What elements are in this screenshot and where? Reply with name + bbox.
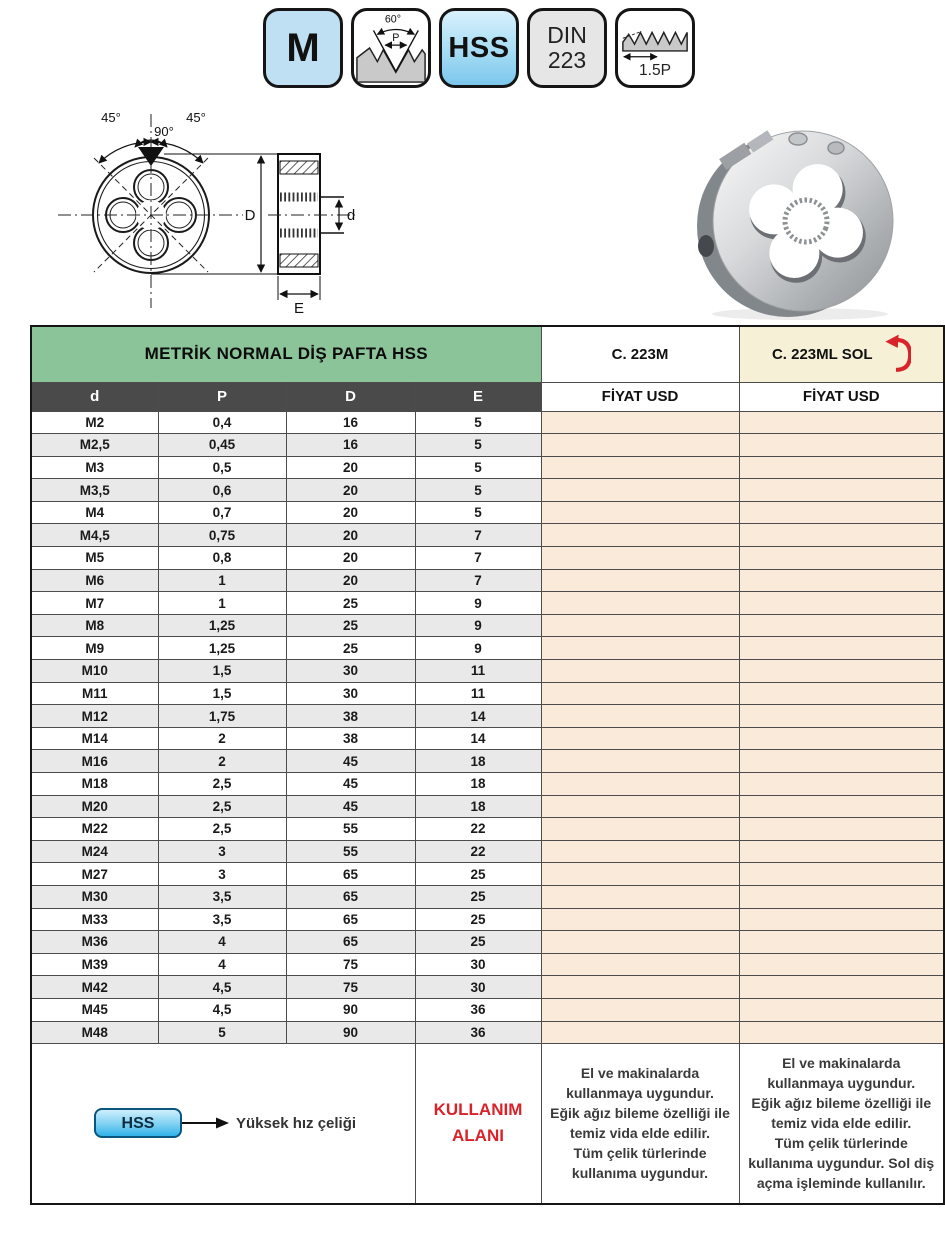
cell-d: M3,5 (31, 479, 158, 502)
cell-D: 20 (286, 501, 415, 524)
cell-D: 20 (286, 456, 415, 479)
cell-price-left-hand (739, 773, 944, 796)
cell-price-right-hand (541, 411, 739, 434)
cell-price-left-hand (739, 1021, 944, 1044)
product-code-right-hand: C. 223M (541, 326, 739, 382)
cell-price-left-hand (739, 479, 944, 502)
cell-D: 45 (286, 750, 415, 773)
cell-price-right-hand (541, 660, 739, 683)
product-code-left-hand (739, 326, 944, 382)
cell-P: 0,8 (158, 547, 286, 570)
table-row (31, 569, 944, 592)
cell-d: M6 (31, 569, 158, 592)
spec-badge-row (263, 8, 695, 88)
cell-D: 16 (286, 411, 415, 434)
technical-drawing (28, 100, 363, 318)
table-row (31, 660, 944, 683)
spec-table-body (31, 411, 944, 1044)
cell-D: 90 (286, 1021, 415, 1044)
col-header-D: D (286, 382, 415, 411)
cell-price-left-hand (739, 434, 944, 457)
cell-d: M42 (31, 976, 158, 999)
cell-price-left-hand (739, 795, 944, 818)
cell-d: M30 (31, 885, 158, 908)
usage-right-hand-text: El ve makinalarda kullanmaya uygundur. Eğik ağız bileme özelliği ile temiz vida elde edilir. Tüm çelik türlerinde kullanıma uygundur. (541, 1044, 739, 1204)
cell-price-right-hand (541, 682, 739, 705)
cell-E: 7 (415, 547, 541, 570)
usage-area-label: KULLANIM ALANI (415, 1044, 541, 1204)
cell-price-left-hand (739, 863, 944, 886)
table-row (31, 976, 944, 999)
cell-price-right-hand (541, 998, 739, 1021)
price-header-left-hand: FİYAT USD (739, 382, 944, 411)
product-photo (660, 126, 935, 321)
cell-d: M2,5 (31, 434, 158, 457)
table-footer-row (31, 1044, 944, 1204)
cell-price-left-hand (739, 569, 944, 592)
cell-P: 2,5 (158, 773, 286, 796)
cell-price-left-hand (739, 660, 944, 683)
standard-line2: 223 (547, 47, 587, 73)
cell-price-left-hand (739, 614, 944, 637)
cell-P: 4 (158, 931, 286, 954)
cell-P: 2,5 (158, 795, 286, 818)
cell-D: 65 (286, 931, 415, 954)
cell-price-left-hand (739, 705, 944, 728)
legend-cell (31, 1044, 415, 1204)
cell-P: 0,75 (158, 524, 286, 547)
column-header-row (31, 382, 944, 411)
cell-price-right-hand (541, 750, 739, 773)
cell-E: 11 (415, 660, 541, 683)
cell-P: 3 (158, 840, 286, 863)
cell-P: 2,5 (158, 818, 286, 841)
cell-D: 75 (286, 976, 415, 999)
standard-label (547, 23, 587, 73)
cell-price-left-hand (739, 592, 944, 615)
chamfer-icon (618, 11, 692, 85)
cell-d: M8 (31, 614, 158, 637)
table-row (31, 863, 944, 886)
cell-d: M45 (31, 998, 158, 1021)
cell-P: 1,25 (158, 614, 286, 637)
cell-P: 0,5 (158, 456, 286, 479)
cell-D: 25 (286, 614, 415, 637)
table-row (31, 908, 944, 931)
cell-price-right-hand (541, 547, 739, 570)
cell-P: 4,5 (158, 998, 286, 1021)
cell-d: M5 (31, 547, 158, 570)
cell-price-left-hand (739, 818, 944, 841)
cell-price-right-hand (541, 773, 739, 796)
table-row (31, 705, 944, 728)
table-row (31, 840, 944, 863)
table-row (31, 637, 944, 660)
cell-D: 20 (286, 547, 415, 570)
cell-E: 9 (415, 592, 541, 615)
cell-P: 0,6 (158, 479, 286, 502)
cell-price-left-hand (739, 998, 944, 1021)
cell-P: 4 (158, 953, 286, 976)
cell-price-right-hand (541, 501, 739, 524)
cell-price-left-hand (739, 682, 944, 705)
table-row (31, 501, 944, 524)
cell-E: 30 (415, 976, 541, 999)
cell-price-right-hand (541, 863, 739, 886)
cell-d: M20 (31, 795, 158, 818)
cell-D: 45 (286, 795, 415, 818)
cell-d: M11 (31, 682, 158, 705)
cell-E: 5 (415, 456, 541, 479)
cell-price-right-hand (541, 931, 739, 954)
angle-left-label: 45° (101, 110, 121, 125)
dim-E-label: E (293, 300, 305, 317)
cell-P: 3,5 (158, 908, 286, 931)
cell-E: 7 (415, 569, 541, 592)
table-row (31, 614, 944, 637)
material-label: HSS (448, 31, 510, 64)
cell-E: 11 (415, 682, 541, 705)
table-title: METRİK NORMAL DİŞ PAFTA HSS (31, 326, 541, 382)
cell-price-right-hand (541, 1021, 739, 1044)
cell-E: 5 (415, 411, 541, 434)
cell-P: 1 (158, 569, 286, 592)
usage-left-hand-text: El ve makinalarda kullanmaya uygundur. Eğik ağız bileme özelliği ile temiz vida elde edilir. Tüm çelik türlerinde kullanıma uygundur. Sol diş açma işleminde kullanılır. (739, 1044, 944, 1204)
col-header-E: E (415, 382, 541, 411)
material-badge (439, 8, 519, 88)
cell-price-right-hand (541, 524, 739, 547)
table-title-row (31, 326, 944, 382)
cell-D: 20 (286, 524, 415, 547)
cell-d: M18 (31, 773, 158, 796)
hss-badge: HSS (94, 1108, 182, 1138)
cell-D: 38 (286, 727, 415, 750)
cell-d: M24 (31, 840, 158, 863)
cell-d: M33 (31, 908, 158, 931)
table-row (31, 885, 944, 908)
cell-d: M10 (31, 660, 158, 683)
cell-price-left-hand (739, 750, 944, 773)
cell-price-right-hand (541, 727, 739, 750)
cell-E: 25 (415, 908, 541, 931)
standard-badge (527, 8, 607, 88)
cell-d: M14 (31, 727, 158, 750)
cell-price-right-hand (541, 885, 739, 908)
table-row (31, 479, 944, 502)
cell-price-left-hand (739, 840, 944, 863)
cell-d: M2 (31, 411, 158, 434)
cell-price-right-hand (541, 953, 739, 976)
cell-price-right-hand (541, 569, 739, 592)
cell-price-right-hand (541, 637, 739, 660)
table-row (31, 1021, 944, 1044)
cell-d: M4 (31, 501, 158, 524)
cell-E: 25 (415, 931, 541, 954)
cell-price-left-hand (739, 931, 944, 954)
cell-P: 3,5 (158, 885, 286, 908)
cell-D: 25 (286, 637, 415, 660)
cell-D: 65 (286, 863, 415, 886)
cell-P: 3 (158, 863, 286, 886)
cell-price-left-hand (739, 547, 944, 570)
col-header-P: P (158, 382, 286, 411)
cell-d: M27 (31, 863, 158, 886)
cell-price-left-hand (739, 976, 944, 999)
cell-d: M22 (31, 818, 158, 841)
table-row (31, 998, 944, 1021)
cell-E: 5 (415, 501, 541, 524)
cell-price-left-hand (739, 953, 944, 976)
cell-E: 14 (415, 727, 541, 750)
cell-E: 22 (415, 840, 541, 863)
price-header-right-hand: FİYAT USD (541, 382, 739, 411)
table-row (31, 750, 944, 773)
cell-d: M16 (31, 750, 158, 773)
cell-price-right-hand (541, 592, 739, 615)
cell-price-left-hand (739, 885, 944, 908)
cell-price-right-hand (541, 614, 739, 637)
cell-d: M4,5 (31, 524, 158, 547)
cell-P: 1,75 (158, 705, 286, 728)
cell-price-right-hand (541, 705, 739, 728)
cell-P: 1,25 (158, 637, 286, 660)
cell-E: 22 (415, 818, 541, 841)
metric-thread-badge (263, 8, 343, 88)
cell-D: 65 (286, 885, 415, 908)
cell-price-left-hand (739, 727, 944, 750)
cell-price-right-hand (541, 434, 739, 457)
cell-D: 30 (286, 682, 415, 705)
angle-right-label: 45° (186, 110, 206, 125)
cell-E: 7 (415, 524, 541, 547)
cell-price-right-hand (541, 908, 739, 931)
table-row (31, 818, 944, 841)
metric-label: M (286, 25, 320, 70)
cell-D: 75 (286, 953, 415, 976)
spec-table (30, 325, 945, 1205)
cell-D: 20 (286, 479, 415, 502)
cell-E: 9 (415, 614, 541, 637)
thread-profile-badge (351, 8, 431, 88)
cell-d: M12 (31, 705, 158, 728)
cell-d: M7 (31, 592, 158, 615)
cell-D: 55 (286, 840, 415, 863)
cell-E: 5 (415, 479, 541, 502)
cell-E: 9 (415, 637, 541, 660)
cell-E: 18 (415, 750, 541, 773)
profile-angle-label: 60° (384, 13, 402, 26)
cell-D: 25 (286, 592, 415, 615)
table-row (31, 456, 944, 479)
cell-E: 36 (415, 998, 541, 1021)
table-row (31, 727, 944, 750)
col-header-d: d (31, 382, 158, 411)
cell-D: 65 (286, 908, 415, 931)
cell-P: 2 (158, 727, 286, 750)
cell-D: 90 (286, 998, 415, 1021)
cell-E: 18 (415, 773, 541, 796)
cell-D: 45 (286, 773, 415, 796)
cell-E: 25 (415, 885, 541, 908)
product-code-left-hand-label: C. 223ML SOL (771, 345, 873, 363)
standard-line1: DIN (547, 22, 587, 49)
table-row (31, 931, 944, 954)
cell-E: 30 (415, 953, 541, 976)
cell-d: M9 (31, 637, 158, 660)
cell-price-left-hand (739, 908, 944, 931)
cell-D: 38 (286, 705, 415, 728)
cell-D: 30 (286, 660, 415, 683)
table-row (31, 434, 944, 457)
chamfer-label: 1.5P (638, 62, 672, 80)
cell-price-right-hand (541, 818, 739, 841)
cell-P: 1,5 (158, 660, 286, 683)
cell-P: 0,7 (158, 501, 286, 524)
hss-description: Yüksek hız çeliği (236, 1114, 357, 1132)
cell-price-left-hand (739, 501, 944, 524)
cell-P: 4,5 (158, 976, 286, 999)
die-notch (138, 147, 164, 166)
cell-price-right-hand (541, 795, 739, 818)
cell-P: 1 (158, 592, 286, 615)
cell-d: M36 (31, 931, 158, 954)
cell-d: M3 (31, 456, 158, 479)
cell-E: 14 (415, 705, 541, 728)
cell-price-right-hand (541, 976, 739, 999)
table-row (31, 682, 944, 705)
cell-price-left-hand (739, 411, 944, 434)
thread-profile-icon (354, 11, 428, 85)
cell-P: 5 (158, 1021, 286, 1044)
chamfer-badge (615, 8, 695, 88)
cell-E: 36 (415, 1021, 541, 1044)
table-row (31, 773, 944, 796)
cell-d: M39 (31, 953, 158, 976)
table-row (31, 795, 944, 818)
cell-price-left-hand (739, 524, 944, 547)
cell-P: 1,5 (158, 682, 286, 705)
cell-P: 0,4 (158, 411, 286, 434)
counterclockwise-arrow-icon (881, 333, 911, 375)
table-row (31, 411, 944, 434)
cell-E: 18 (415, 795, 541, 818)
profile-pitch-label: P (392, 32, 400, 45)
cell-price-right-hand (541, 479, 739, 502)
table-row (31, 547, 944, 570)
table-row (31, 592, 944, 615)
cell-E: 5 (415, 434, 541, 457)
cell-P: 0,45 (158, 434, 286, 457)
cell-price-right-hand (541, 456, 739, 479)
table-row (31, 524, 944, 547)
angle-notch-label: 90° (154, 124, 174, 139)
cell-E: 25 (415, 863, 541, 886)
dim-D-label: D (244, 207, 256, 224)
cell-price-right-hand (541, 840, 739, 863)
cell-d: M48 (31, 1021, 158, 1044)
cell-D: 16 (286, 434, 415, 457)
dim-d-label: d (346, 207, 356, 224)
table-row (31, 953, 944, 976)
cell-D: 20 (286, 569, 415, 592)
cell-D: 55 (286, 818, 415, 841)
cell-price-left-hand (739, 456, 944, 479)
cell-price-left-hand (739, 637, 944, 660)
cell-P: 2 (158, 750, 286, 773)
arrow-right-icon (182, 1116, 230, 1130)
